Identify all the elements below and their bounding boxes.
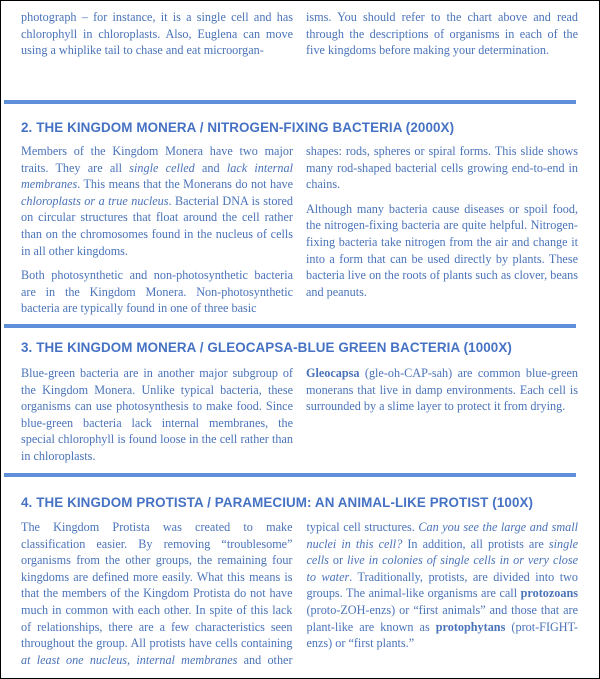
section-3-title: 3. THE KINGDOM MONERA / GLEOCAPSA-BLUE GREEN BACTERIA (1000X)	[21, 340, 512, 355]
section-4-columns	[21, 519, 578, 679]
section-2-paragraph-2: Both photosynthetic and non-photosynthetic bacteria are in the Kingdom Monera. Non-photosynthetic bacteria are typically found in one of three basic	[21, 268, 293, 316]
section-2-title: 2. THE KINGDOM MONERA / NITROGEN-FIXING BACTERIA (2000X)	[21, 120, 455, 135]
protozoans-term: protozoans	[520, 586, 578, 601]
intro-right-column	[306, 9, 578, 59]
section-2-paragraph-4: Although many bacteria cause diseases or spoil food, the nitrogen-fixing bacteria are quite helpful. Nitrogen-fixing bacteria take nitrogen from the air and change it into a form that can be used directly by plants. These bacteria live on the roots of plants such as clover, beans and peanuts.	[306, 201, 578, 299]
section-divider	[4, 100, 576, 104]
intro-columns	[21, 9, 578, 59]
section-divider	[4, 473, 576, 477]
section-2-columns	[21, 143, 578, 317]
section-2-paragraph-3: shapes: rods, spheres or spiral forms. This slide shows many rod-shaped bacterial cells growing end-to-end in chains.	[306, 144, 578, 192]
section-divider	[4, 324, 576, 328]
intro-right-text: isms. You should refer to the chart above and read through the descriptions of organisms in each of the five kingdoms before making your determination.	[306, 10, 578, 58]
section-4-title: 4. THE KINGDOM PROTISTA / PARAMECIUM: AN ANIMAL-LIKE PROTIST (100X)	[21, 495, 534, 510]
gleocapsa-term: Gleocapsa	[306, 366, 360, 380]
intro-left-column	[21, 9, 293, 59]
section-4-text	[21, 519, 578, 679]
section-3-paragraph-2: Gleocapsa (gle-oh-CAP-sah) are common blue-green monerans that live in damp environments. Each cell is surrounded by a slime layer to protect it from drying.	[306, 366, 578, 414]
section-3-right-column	[306, 365, 578, 465]
section-4-paragraph-1: The Kingdom Protista was created to make classification easier. By removing “troublesome” organisms from the other groups, the remaining four kingdoms are defined more easily. What this means is that the members of the Kingdom Protista do not have much in common with each other. In spite of this lack of relationships, there are a few characteristics seen throughout the group. All protists have cells containing at least one nucleus, internal membranes and other typical cell structures. Can you see the large and small nuclei in this cell? In addition, all protists are single cells or live in colonies of single cells in or very close to water. Traditionally, protists, are divided into two groups. The animal-like organisms are call protozoans (proto-ZOH-enzs) or “first animals” and those that are plant-like are known as protophytans (prot-FIGHT-enzs) or “first plants.”	[21, 520, 578, 667]
section-2-paragraph-1: Members of the Kingdom Monera have two major traits. They are all single celled and lack internal membranes. This means that the Monerans do not have chloroplasts or a true nucleus. Bacterial DNA is stored on circular structures that float around the cell rather than on the chromosomes found in the nucleus of cells in all other kingdoms.	[21, 144, 293, 258]
section-3-columns	[21, 365, 578, 465]
section-3-paragraph-1: Blue-green bacteria are in another major subgroup of the Kingdom Monera. Unlike typical bacteria, these organisms can use photosynthesis to make food. Since blue-green bacteria lack internal membranes, the special chlorophyll is found loose in the cell rather than in chloroplasts.	[21, 366, 293, 463]
section-2-right-column	[306, 143, 578, 317]
section-3-left-column	[21, 365, 293, 465]
intro-left-text: photograph – for instance, it is a single cell and has chlorophyll in chloroplasts. Also, Euglena can move using a whiplike tail to chase and eat microorgan-	[21, 10, 293, 58]
protophytans-term: protophytans	[435, 619, 506, 634]
section-2-left-column	[21, 143, 293, 317]
